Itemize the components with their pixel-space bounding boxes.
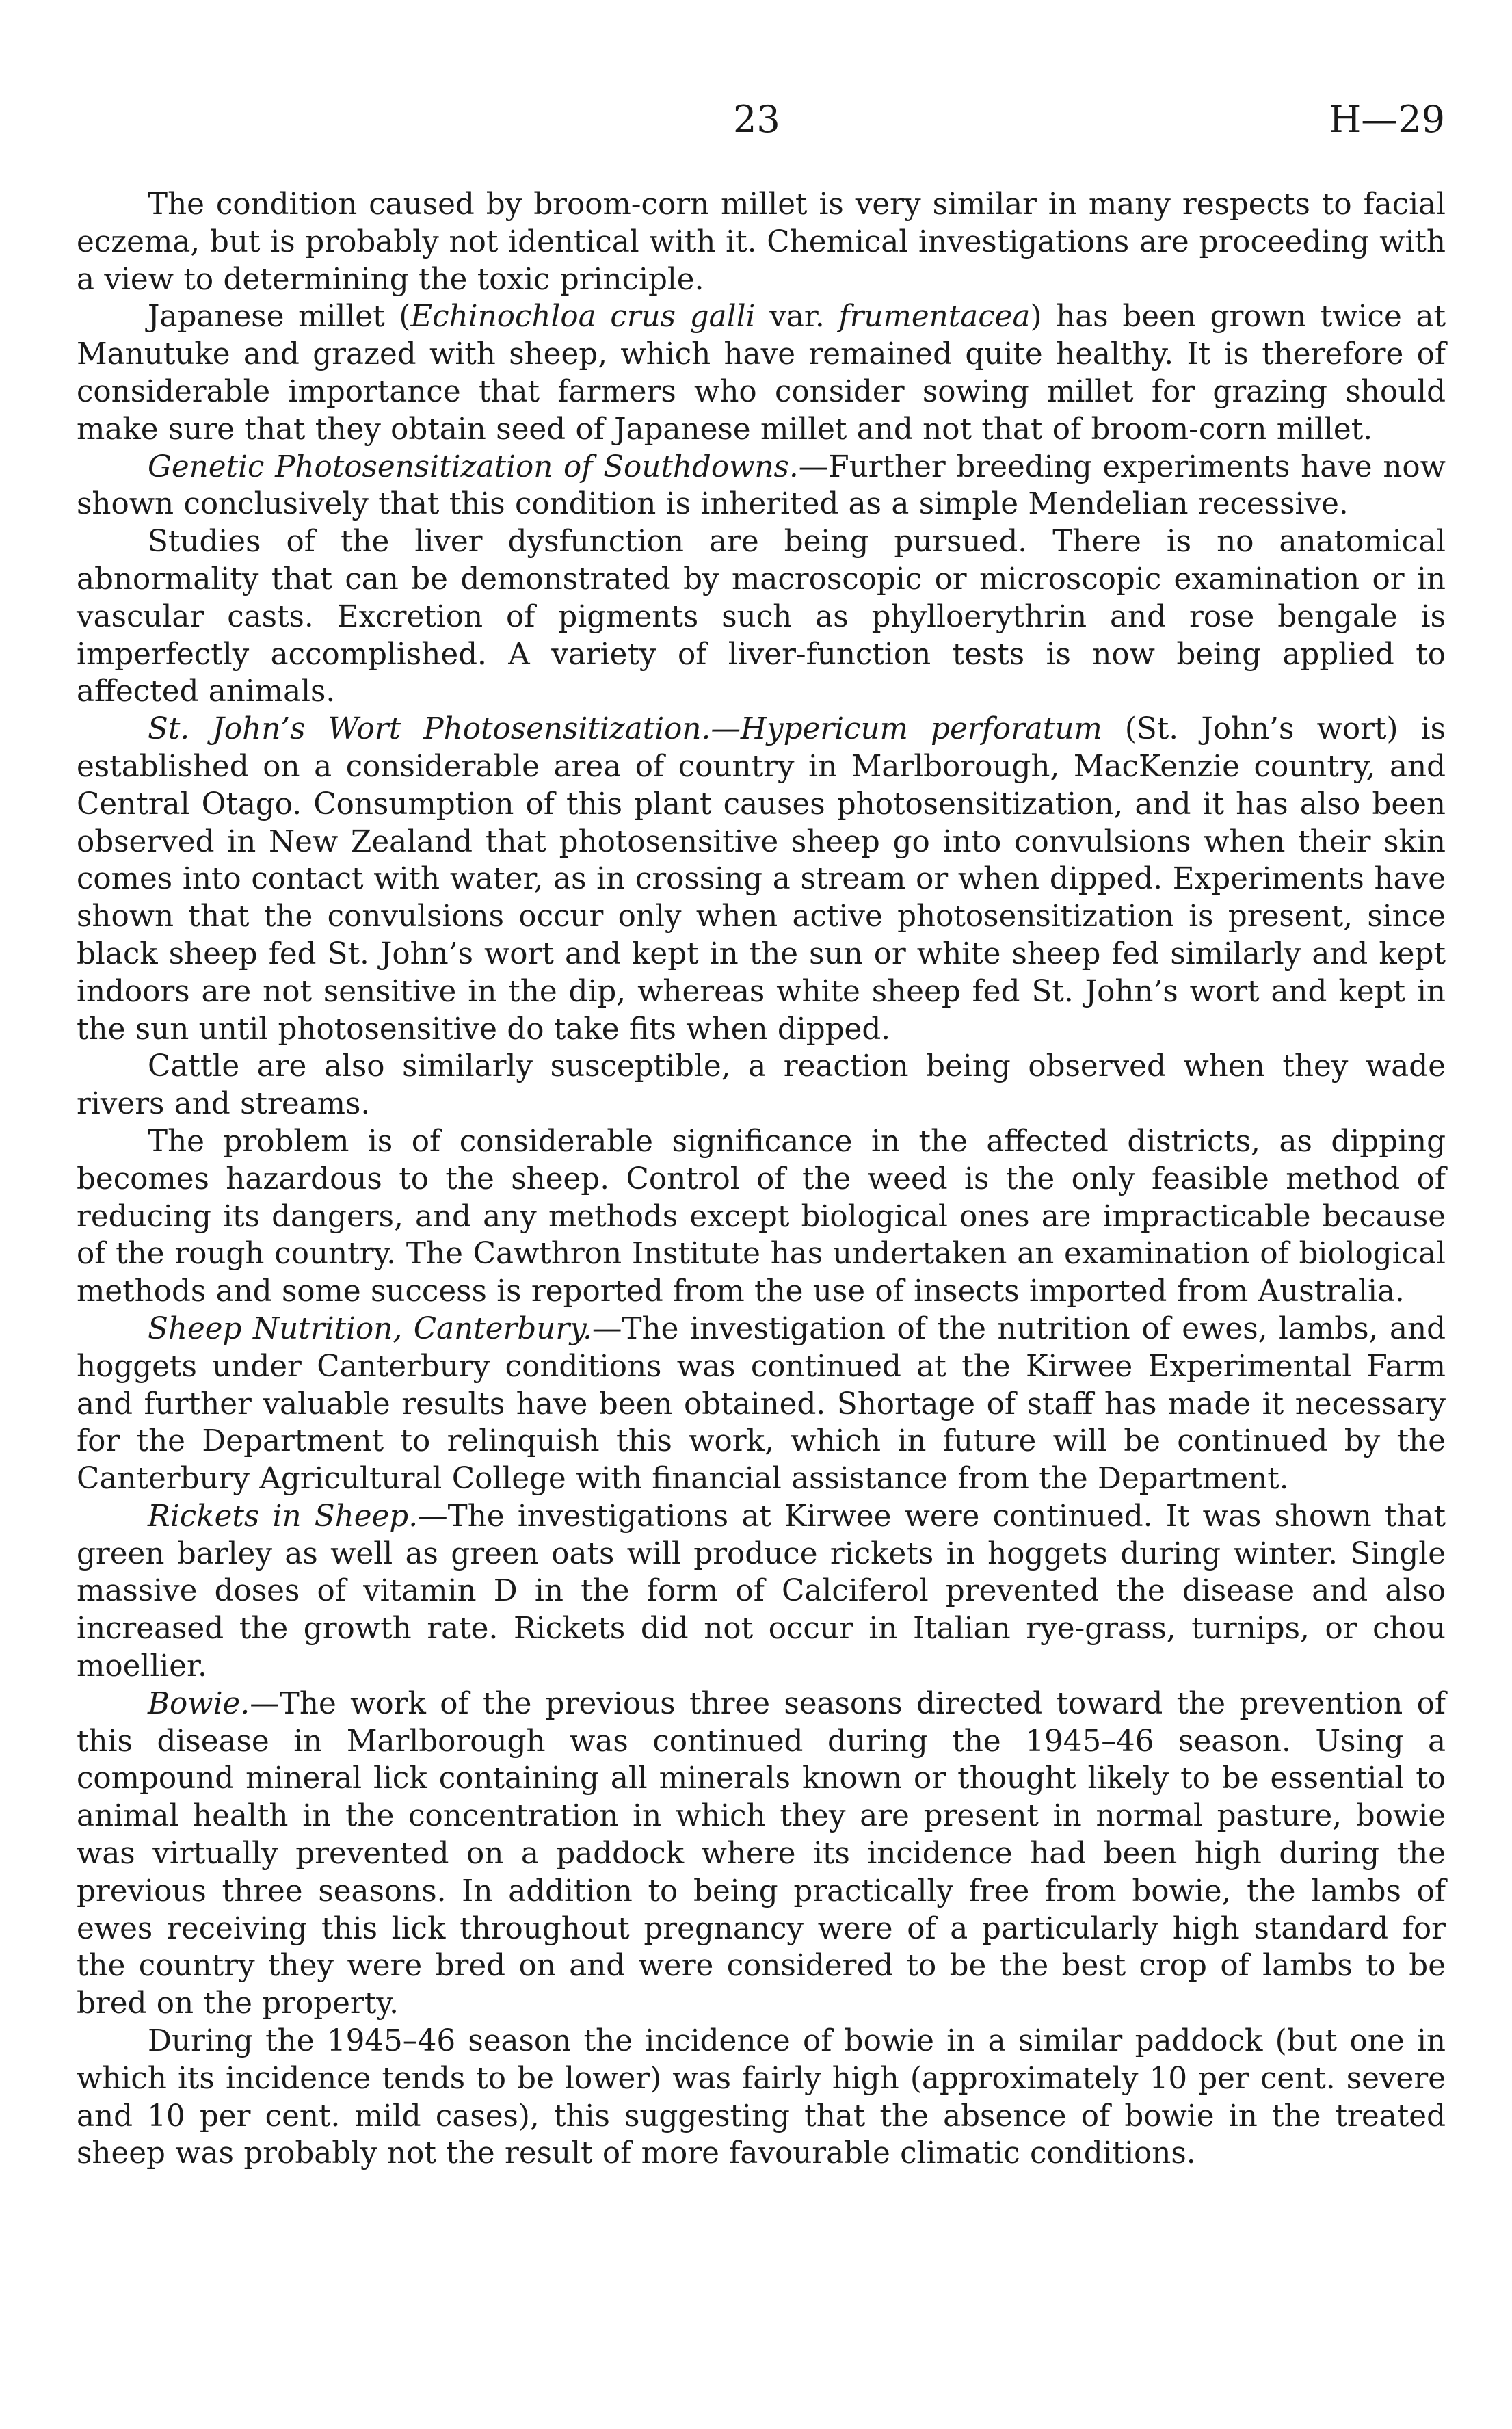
paragraph-rickets: Rickets in Sheep.—The investigations at Kirwee were continued. It was shown that green barley as well as green oats will produce rickets in hoggets during winter. Single massive doses of vitamin D in the form of Calciferol prevented the disease and also increased the growth rate. Rickets did not occur in Italian rye-grass, turnips, or chou moellier. [77,1499,1446,1684]
paragraph-sheep-nutrition: Sheep Nutrition, Canterbury.—The investigation of the nutrition of ewes, lambs, and hoggets under Canterbury conditions was continued at the Kirwee Experimental Farm and further valuable results have been obtained. Shortage of staff has made it necessary for the Department to relinquish this work, which in future will be continued by the Canterbury Agricultural College with financial assistance from the Department. [77,1311,1446,1497]
page-header [0,92,1512,147]
paragraph-problem-significance: The problem is of considerable significance in the affected districts, as dipping becomes hazardous to the sheep. Control of the weed is the only feasible method of reducing its dangers, and any methods except biological ones are impracticable because of the rough country. The Cawthron Institute has undertaken an examination of biological methods and some success is reported from the use of insects imported from Australia. [77,1124,1446,1309]
variety-name: frumentacea [838,300,1031,334]
paragraph-bowie-season: During the 1945–46 season the incidence of bowie in a similar paddock (but one in which its incidence tends to be lower) was fairly high (approximately 10 per cent. severe and 10 per cent. mild cases), this suggesting that the absence of bowie in the treated sheep was probably not the result of more favourable climatic conditions. [77,2024,1446,2171]
page-number: 23 [733,98,780,141]
paragraph-bowie: Bowie.—The work of the previous three seasons directed toward the prevention of this disease in Marlborough was continued during the 1945–46 season. Using a compound mineral lick containing all minerals known or thought likely to be essential to animal health in the concentration in which they are present in normal pasture, bowie was virtually prevented on a paddock where its incidence had been high during the previous three seasons. In addition to being practically free from bowie, the lambs of ewes receiving this lick throughout pregnancy were of a particularly high standard for the country they were bred on and were considered to be the best crop of lambs to be bred on the property. [77,1686,1446,2021]
paragraph-liver-dysfunction: Studies of the liver dysfunction are being pursued. There is no anatomical abnormality that can be demonstrated by macroscopic or microscopic examination or in vascular casts. Excretion of pigments such as phylloerythrin and rose bengale is imperfectly accomplished. A variety of liver-function tests is now being applied to affected animals. [77,525,1446,709]
section-heading: Sheep Nutrition, Canterbury. [148,1311,592,1346]
document-body [77,186,1446,2172]
section-heading: Rickets in Sheep. [148,1499,419,1534]
paragraph-japanese-millet: Japanese millet (Echinochloa crus galli var. frumentacea) has been grown twice at Manutuke and grazed with sheep, which have remained quite healthy. It is therefore of considerable importance that farmers who consider sowing millet for grazing should make sure that they obtain seed of Japanese millet and not that of broom-corn millet. [77,300,1446,447]
section-heading: Genetic Photosensitization of Southdowns. [148,449,799,484]
document-code: H—29 [1329,98,1445,141]
paragraph-genetic-photosensitization: Genetic Photosensitization of Southdowns.—Further breeding experiments have now shown conclusively that this condition is inherited as a simple Mendelian recessive. [77,449,1446,522]
species-name: Echinochloa crus galli [410,300,756,334]
paragraph-broom-corn-millet: The condition caused by broom-corn millet is very similar in many respects to facial eczema, but is probably not identical with it. Chemical investigations are proceeding with a view to determining the toxic principle. [77,187,1446,297]
paragraph-cattle: Cattle are also similarly susceptible, a reaction being observed when they wade rivers and streams. [77,1049,1446,1122]
paragraph-st-johns-wort: St. John’s Wort Photosensitization.—Hypericum perforatum (St. John’s wort) is established on a considerable area of country in Marlborough, MacKenzie country, and Central Otago. Consumption of this plant causes photosensitization, and it has also been observed in New Zealand that photosensitive sheep go into convulsions when their skin comes into contact with water, as in crossing a stream or when dipped. Experiments have shown that the convulsions occur only when active photosensitization is present, since black sheep fed St. John’s wort and kept in the sun or white sheep fed similarly and kept indoors are not sensitive in the dip, whereas white sheep fed St. John’s wort and kept in the sun until photosensitive do take fits when dipped. [77,712,1446,1047]
section-heading: St. John’s Wort Photosensitization.—Hypericum perforatum [148,712,1102,747]
section-heading: Bowie. [148,1686,250,1721]
